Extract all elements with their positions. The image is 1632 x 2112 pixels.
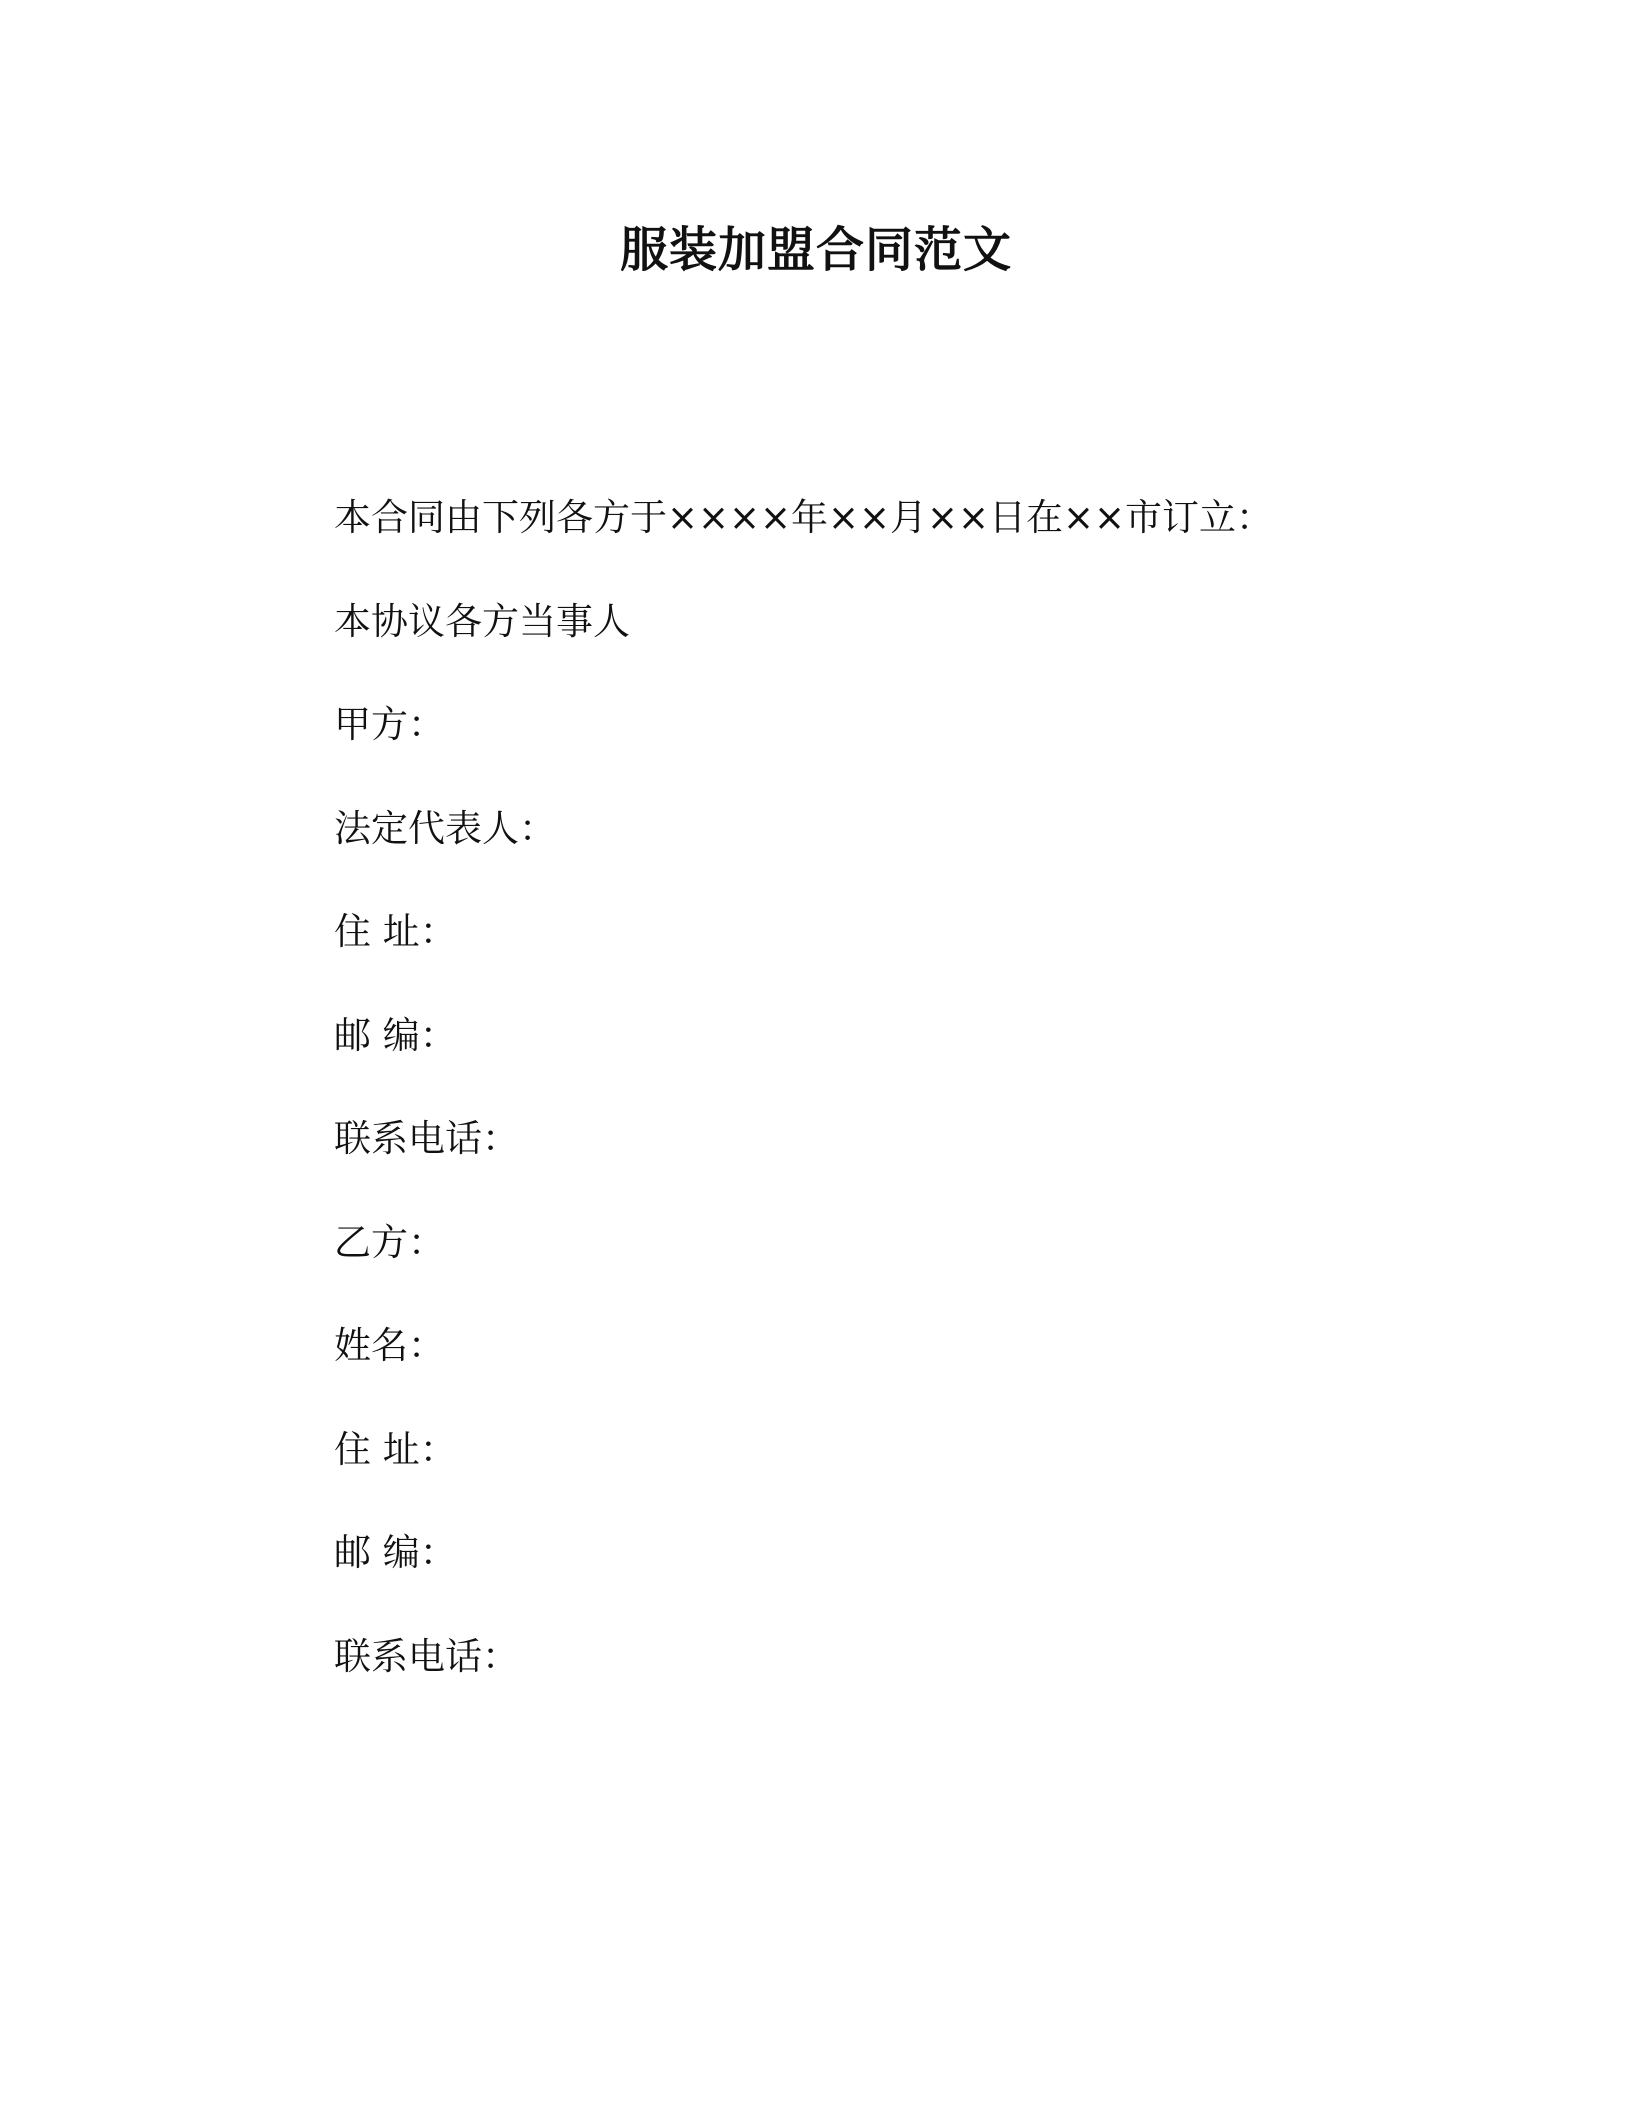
party-b-address-label: 住 址： bbox=[334, 1427, 457, 1471]
party-a-label: 甲方： bbox=[334, 703, 445, 746]
party-a-address-label: 住 址： bbox=[334, 910, 457, 953]
parties-heading: 本协议各方当事人 bbox=[334, 599, 630, 643]
party-a-postcode-label: 邮 编： bbox=[334, 1013, 457, 1057]
party-b-phone-label: 联系电话： bbox=[334, 1634, 519, 1678]
party-b-label: 乙方： bbox=[334, 1220, 445, 1264]
party-a-phone-label: 联系电话： bbox=[334, 1117, 519, 1160]
document-title: 服装加盟合同范文 bbox=[619, 222, 1012, 278]
document-body bbox=[334, 492, 1334, 1734]
contract-intro-line: 本合同由下列各方于××××年××月××日在××市订立： bbox=[334, 496, 1274, 539]
party-b-name-label: 姓名： bbox=[334, 1324, 445, 1367]
party-b-postcode-label: 邮 编： bbox=[334, 1531, 457, 1574]
party-a-legal-representative-label: 法定代表人： bbox=[334, 806, 556, 850]
